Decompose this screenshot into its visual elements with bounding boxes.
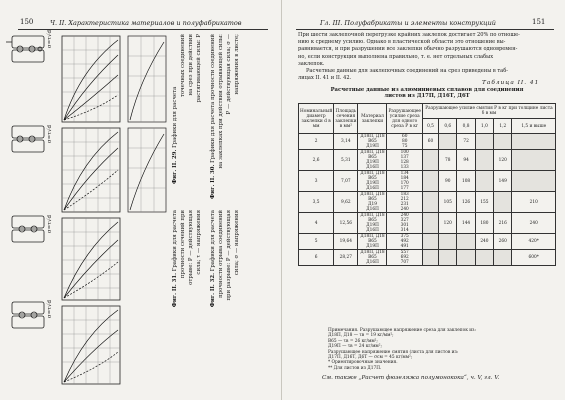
cell-bearing: 72 — [457, 134, 475, 150]
fig-caption-31-l2: прочности сечений при — [180, 210, 186, 279]
col-thick: 0,5 — [422, 119, 438, 134]
intro-line: лицах II. 41 и II. 42. — [298, 75, 352, 82]
cell-area: 28,27 — [334, 250, 358, 266]
col-thick: 1,5 и выше — [512, 119, 556, 134]
chart-grid-3 — [62, 218, 120, 300]
cell-shear-force: 60 80 75 — [387, 134, 422, 150]
note-line: Примечания. Разрушающее напряжение среза для заклепок из: — [328, 328, 476, 333]
table-title-line: Расчетные данные из алюминиевых сплавов для соединения — [330, 87, 524, 93]
col-diameter: Номинальный диаметр заклепки d в мм — [299, 104, 334, 134]
right-running-head: Гл. III. Полуфабрикаты и элементы конструкций — [320, 19, 496, 27]
table-row — [299, 250, 556, 266]
cell-bearing — [457, 234, 475, 250]
cell-bearing — [439, 234, 457, 250]
table-title-2 — [298, 93, 556, 99]
cell-bearing — [439, 134, 457, 150]
joint-sketch-2 — [12, 126, 44, 152]
fig-caption-30-number: Фиг. II. 30. — [210, 164, 216, 199]
cell-bearing: 120 — [494, 150, 512, 171]
cell-material: Д18П, Д18 В65 Д16П — [358, 250, 387, 266]
cell-diameter: 6 — [299, 250, 334, 266]
cell-diameter: 2,6 — [299, 150, 334, 171]
cell-bearing: 155 — [475, 192, 493, 213]
col-area: Площадь сечения заклепки в мм² — [334, 104, 358, 134]
note-line: * Ориентировочные значения. — [328, 360, 398, 366]
cell-bearing — [512, 150, 556, 171]
right-head-rule — [296, 29, 554, 30]
table-row — [299, 234, 556, 250]
fig-caption-30-l3: P — действующая сила; σ — — [226, 34, 232, 115]
cell-area: 5,31 — [334, 150, 358, 171]
cell-bearing: 120 — [439, 213, 457, 234]
cell-material: Д18П, Д18 В65 Д19П — [358, 134, 387, 150]
col-material: Материал заклепки — [358, 104, 387, 134]
cell-shear-force: 240 327 301 314 — [387, 213, 422, 234]
cell-diameter: 3 — [299, 171, 334, 192]
cell-bearing: 60 — [422, 134, 438, 150]
col-thick: 1,0 — [475, 119, 493, 134]
left-page — [0, 0, 282, 400]
table-number: Таблица II. 41 — [482, 80, 540, 86]
cell-shear-force: 375 492 491 — [387, 234, 422, 250]
cell-bearing — [422, 213, 438, 234]
fig-caption-29-l4: растягивающей силы: P — [196, 34, 202, 103]
intro-paragraph — [298, 32, 556, 82]
intro-line: нию к среднему усилию. Однако в пластической области это отношение вы- — [298, 39, 506, 46]
table-row — [299, 150, 556, 171]
cell-bearing: 210 — [512, 192, 556, 213]
cell-bearing — [422, 150, 438, 171]
fig-caption-29 — [172, 34, 179, 184]
cell-bearing: 216 — [494, 213, 512, 234]
chart-grid-2 — [62, 128, 120, 212]
cell-bearing — [422, 171, 438, 192]
cell-bearing — [494, 192, 512, 213]
intro-line: Расчетные данные для заклепочных соединений на срез приведены в таб- — [306, 68, 509, 75]
cell-bearing: 260 — [494, 234, 512, 250]
fig-caption-30 — [210, 34, 217, 199]
cell-bearing — [422, 250, 438, 266]
cell-bearing — [475, 134, 493, 150]
cell-bearing — [457, 250, 475, 266]
cell-area: 9,62 — [334, 192, 358, 213]
cell-bearing: 105 — [439, 192, 457, 213]
fig-caption-31-line: Графики для расчета — [172, 210, 178, 272]
fig-caption-29-number: Фиг. II. 29. — [172, 149, 178, 184]
diagram-label-4: σ=τ√d — [47, 300, 53, 319]
fig-caption-32-l2: прочности отрыва соединений — [218, 210, 224, 298]
cell-bearing: 126 — [457, 192, 475, 213]
cell-bearing: 240 — [512, 213, 556, 234]
note-line: Д17П, Д16Т, Д6Т — σсм = 45 кг/мм²; — [328, 355, 413, 361]
joint-sketch-3 — [12, 216, 44, 242]
cell-bearing — [439, 250, 457, 266]
note-line: Д19П — τв = 24 кг/мм²; — [328, 344, 382, 350]
cell-material: Д18П, Д18 В65 Д19П — [358, 234, 387, 250]
diagram-label-3: σ=τ√d — [47, 215, 53, 234]
fig-caption-30-l2: на заклепках при действии отрывающей силы: — [218, 34, 224, 169]
joint-sketches — [6, 36, 44, 328]
cell-bearing: 94 — [457, 150, 475, 171]
cell-bearing: 240 — [475, 234, 493, 250]
cell-bearing: 600* — [512, 250, 556, 266]
intro-line: При шести заклепочной перегрузке крайних заклепок достигает 20% по отноше- — [298, 32, 520, 38]
chart-grid-6 — [128, 128, 166, 212]
table-notes — [328, 328, 558, 371]
cell-shear-force: 557 692 707 — [387, 250, 422, 266]
right-page — [282, 0, 565, 400]
cell-bearing — [512, 134, 556, 150]
intro-line: но, если конструкция выполнена правильно, т. е. нет отдельных слабых — [298, 53, 494, 60]
cell-bearing: 90 — [439, 171, 457, 192]
table-row — [299, 134, 556, 150]
joint-sketch-4 — [12, 302, 44, 328]
joint-sketch-1 — [6, 36, 44, 62]
note-line: Д18П, Д18 — τв = 19 кг/мм²; — [328, 333, 394, 339]
cell-material: Д18П, Д18 В65 Д19П Д16П — [358, 150, 387, 171]
cell-bearing — [475, 250, 493, 266]
cell-bearing — [475, 171, 493, 192]
note-line: ** Для листов из Д17П. — [328, 365, 382, 371]
cell-bearing: 144 — [457, 213, 475, 234]
cell-bearing: 149 — [494, 171, 512, 192]
cell-diameter: 4 — [299, 213, 334, 234]
col-bearing-group: Разрушающее усилие смятия P в кг при толщине листа δ в мм — [422, 104, 555, 119]
cell-material: Д18П, Д18 В65 Д19 Д16П — [358, 192, 387, 213]
fig-caption-29-l2: точечных соединений — [180, 34, 186, 98]
cell-bearing — [475, 150, 493, 171]
cell-diameter: 2 — [299, 134, 334, 150]
cell-shear-force: 183 212 231 240 — [387, 192, 422, 213]
fig-caption-32-number: Фиг. II. 32. — [210, 272, 216, 308]
cell-bearing — [422, 192, 438, 213]
footer-reference: См. также „Расчет фюзеляжа полумонокока“, ч. V, гл. V. — [322, 375, 500, 381]
col-thick: 0,8 — [457, 119, 475, 134]
fig-caption-31-number: Фиг. II. 31. — [172, 272, 178, 308]
left-page-number: 150 — [20, 18, 34, 26]
fig-caption-30-l4: напряжения в листе; — [234, 34, 240, 95]
fig-caption-29-l3: на срез при действии — [188, 34, 194, 96]
note-line: В65 — τв = 26 кг/мм²; — [328, 338, 378, 344]
fig-caption-31 — [172, 210, 179, 307]
cell-diameter: 5 — [299, 234, 334, 250]
note-line: Разрушающее напряжение смятия (листа для листов из: — [328, 349, 459, 355]
chart-grid-5 — [128, 36, 166, 122]
cell-area: 3,14 — [334, 134, 358, 150]
cell-bearing: 180 — [475, 213, 493, 234]
cell-area: 12,56 — [334, 213, 358, 234]
cell-diameter: 3,5 — [299, 192, 334, 213]
intro-line: равнивается, и при разрушении все заклепки обычно разрушаются одновремен- — [298, 46, 518, 53]
fig-caption-32-l3: при разрыве: P — действующая — [226, 210, 232, 301]
intro-line: заклепок. — [298, 60, 325, 67]
left-running-head: Ч. II. Характеристика материалов и полуфабрикатов — [50, 19, 242, 27]
col-shear: Разрушающее усилие среза для одного среза P в кг — [387, 104, 422, 134]
cell-material: Д18П, Д18 В65 Д19П Д16П — [358, 171, 387, 192]
cell-area: 7,07 — [334, 171, 358, 192]
fig-caption-29-line: Графики для расчета — [172, 86, 178, 148]
diagram-label-1: σ=τ√d — [47, 30, 53, 49]
table-row — [299, 213, 556, 234]
cell-material: Д18П, Д18 В65 Д19П Д16П — [358, 213, 387, 234]
right-page-number: 151 — [532, 18, 546, 26]
table-title-line: листов из Д17П, Д16Т, Д6Т — [384, 93, 470, 99]
cell-bearing: 108 — [457, 171, 475, 192]
table-row — [299, 192, 556, 213]
fig-caption-32 — [210, 210, 217, 307]
fig-caption-32-l4: сила; σ — напряжения — [234, 210, 240, 276]
col-thick: 0,6 — [439, 119, 457, 134]
cell-area: 19,64 — [334, 234, 358, 250]
fig-caption-31-l4: сила; τ — напряжения — [196, 210, 202, 275]
rivet-table-body — [299, 134, 556, 266]
fig-caption-31-l3: отрыве: P — действующая — [188, 210, 194, 285]
table-row — [299, 171, 556, 192]
cell-shear-force: 100 137 128 133 — [387, 150, 422, 171]
cell-bearing: 78 — [439, 150, 457, 171]
diagram-label-2: σ=τ√d — [47, 125, 53, 144]
col-thick: 1,2 — [494, 119, 512, 134]
cell-bearing — [512, 171, 556, 192]
cell-bearing: 420* — [512, 234, 556, 250]
cell-shear-force: 134 184 170 177 — [387, 171, 422, 192]
rivet-table — [298, 103, 556, 266]
chart-grid-1-lines — [62, 36, 120, 122]
chart-grid-1 — [62, 36, 120, 122]
fig-caption-32-line: Графики для расчета — [210, 210, 216, 272]
cell-bearing — [422, 234, 438, 250]
chart-grid-4 — [62, 306, 120, 384]
cell-bearing — [494, 134, 512, 150]
fig-caption-30-line: Графики для расчета прочности соединений — [210, 34, 216, 163]
cell-bearing — [494, 250, 512, 266]
